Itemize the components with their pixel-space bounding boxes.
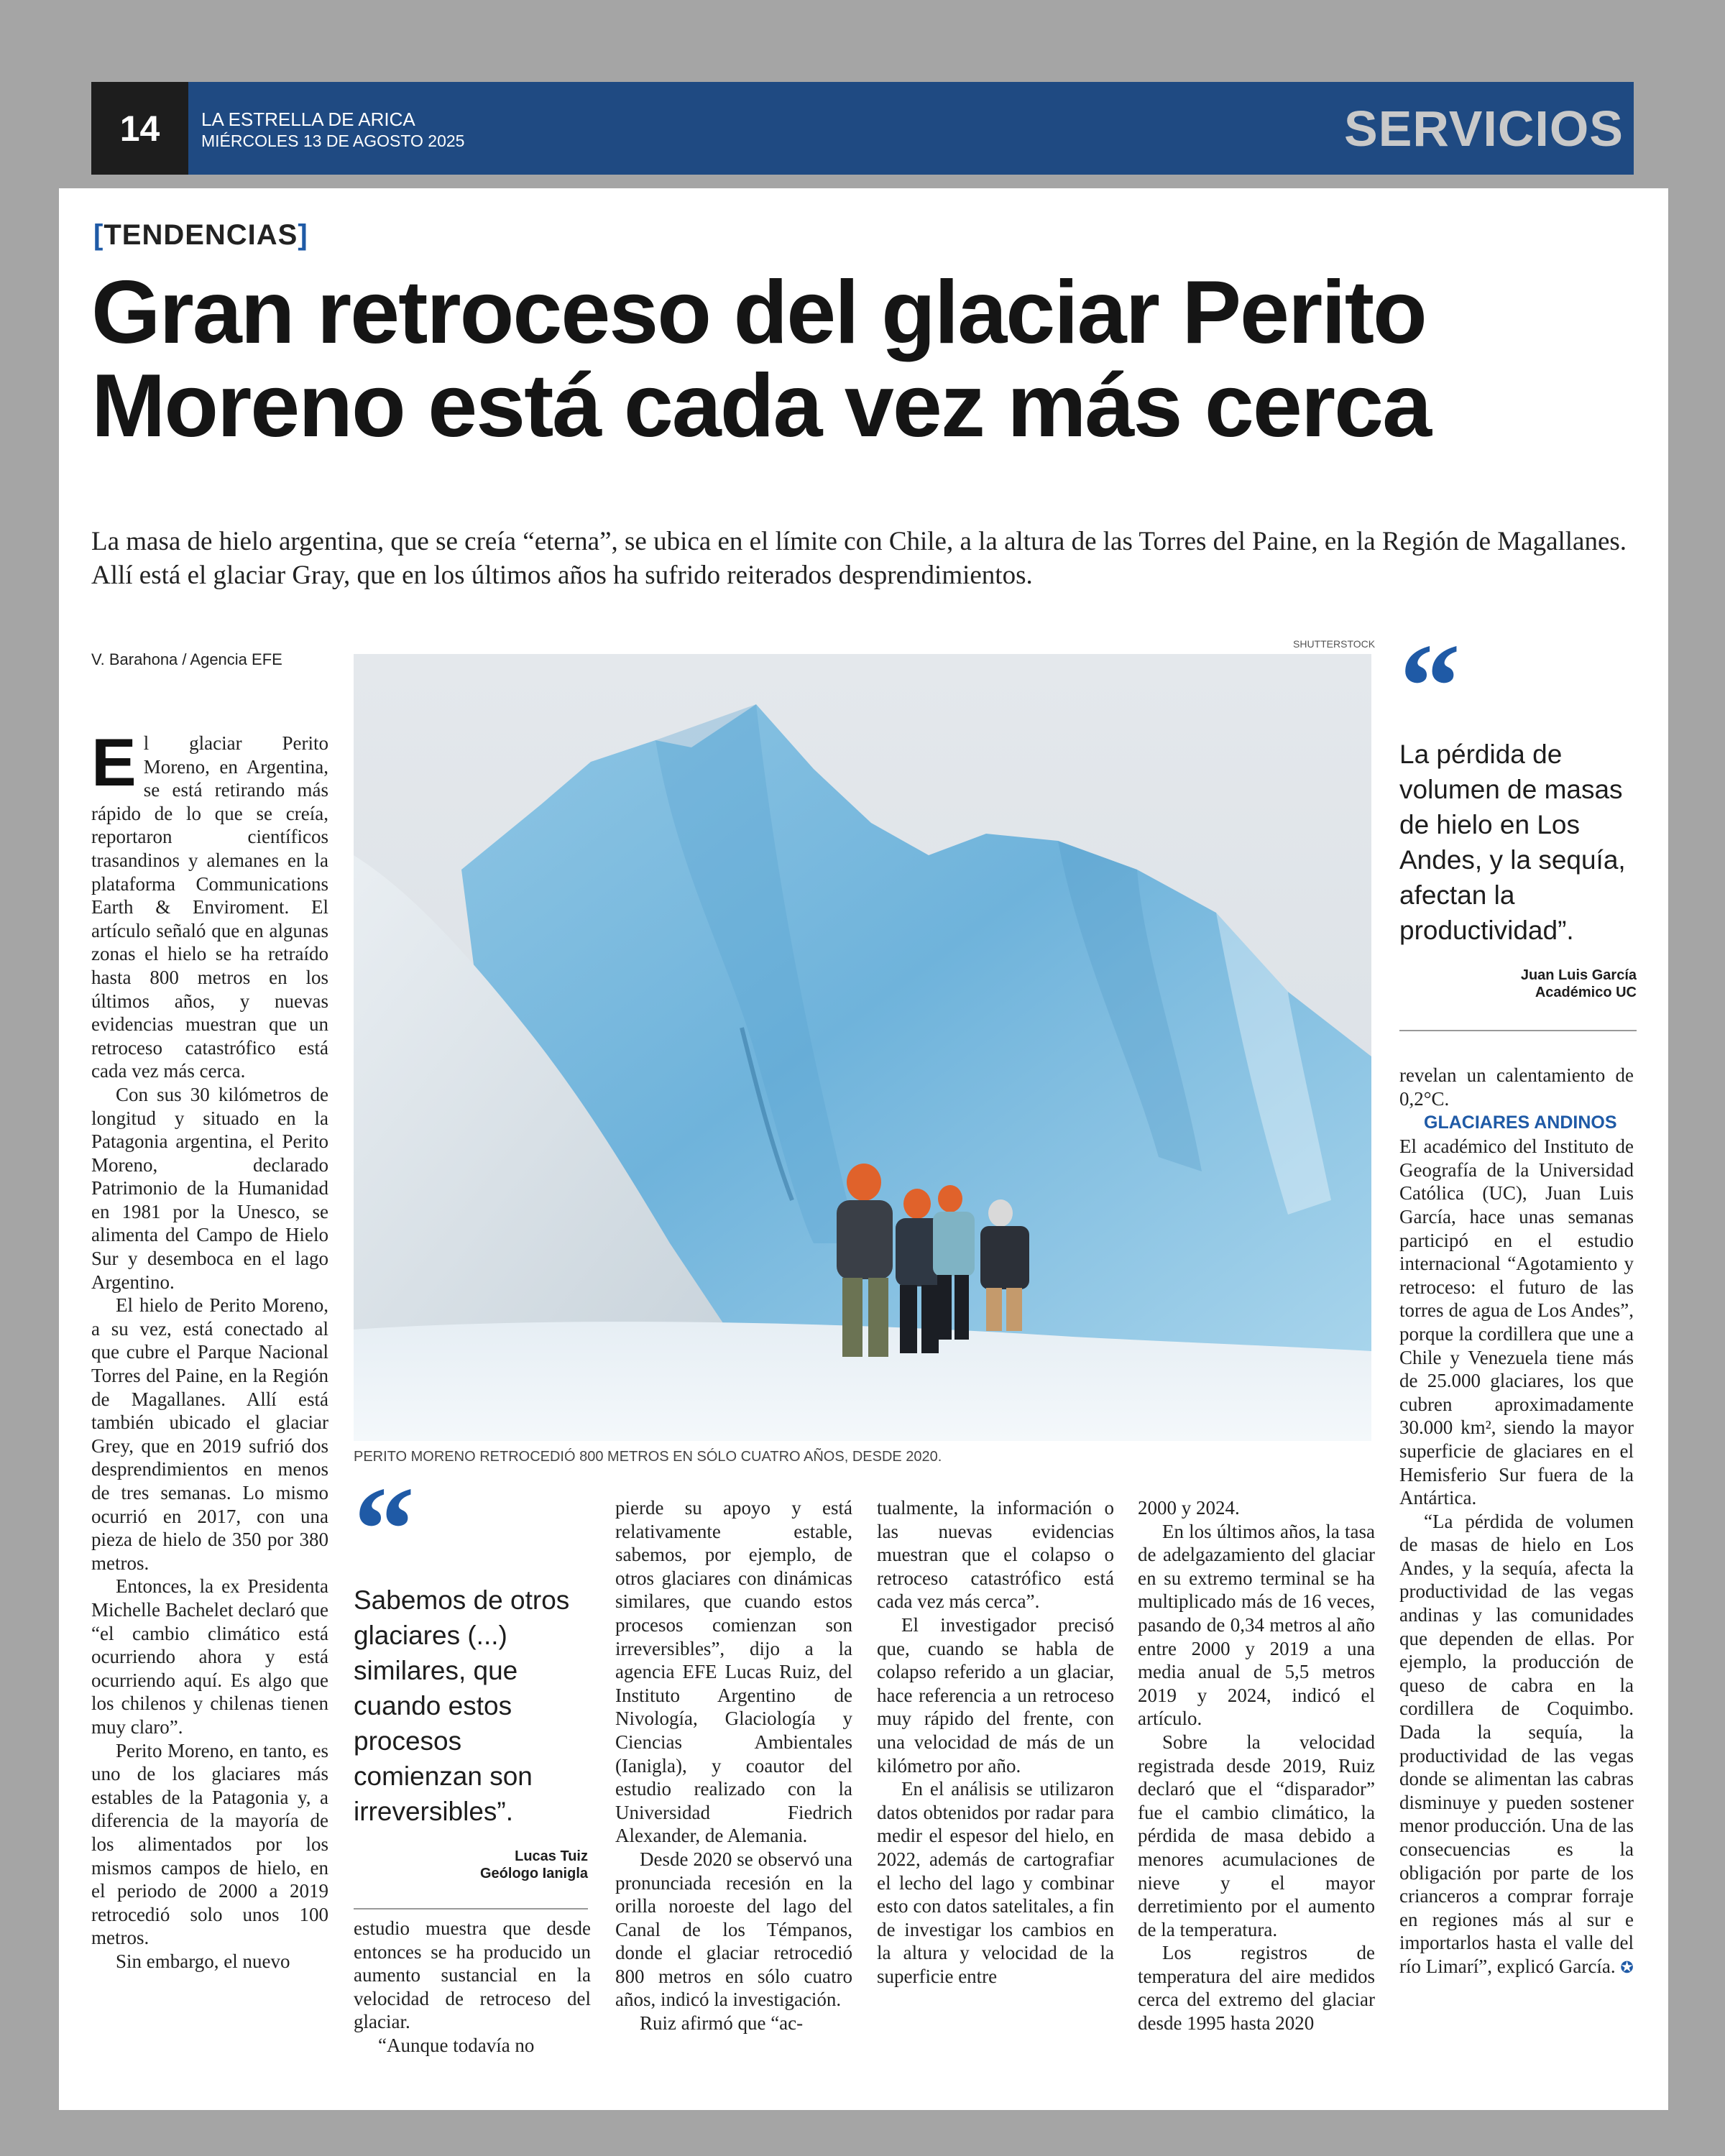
paragraph: Ruiz afirmó que “ac- bbox=[640, 2012, 804, 2035]
paragraph: El hielo de Perito Moreno, a su vez, está conectado al que cubre el Parque Nacional Torres del Paine, en la Región de Magallanes. Allí está también ubicado el glaciar Grey, que en 2019 sufrió dos desprendimientos en menos de tres semanas. Lo mismo ocurrió en 2017, con una pieza de hielo de 350 por 380 metros. bbox=[91, 1294, 328, 1574]
text-column-2 bbox=[354, 1917, 591, 2058]
text-column-3 bbox=[615, 1496, 852, 2035]
publication-date: MIÉRCOLES 13 DE AGOSTO 2025 bbox=[201, 132, 465, 150]
paragraph: Entonces, la ex Presidenta Michelle Bachelet declaró que “el cambio climático está ocurriendo ahora y está ocurriendo aquí. Es algo que los chilenos y chilenas tienen muy claro”. bbox=[91, 1575, 328, 1738]
end-of-article-icon: ✪ bbox=[1620, 1958, 1634, 1977]
paragraph: pierde su apoyo y está relativamente estable, sabemos, por ejemplo, de otros glaciares con dinámicas similares, que cuando estos procesos comienzan son irreversibles”, dijo a la agencia EFE Lucas Ruiz, del Instituto Argentino de Nivología, Glaciología y Ciencias Ambientales (Ianigla), y coautor del estudio realizado con la Universidad Fiedrich Alexander, de Alemania. bbox=[615, 1497, 852, 1847]
page-number: 14 bbox=[91, 82, 188, 175]
quote-author-title: Académico UC bbox=[1535, 985, 1637, 1000]
byline: V. Barahona / Agencia EFE bbox=[91, 650, 282, 668]
section-name: SERVICIOS bbox=[1344, 100, 1624, 157]
quote-mark-icon: “ bbox=[354, 1462, 415, 1597]
page-header bbox=[91, 82, 1634, 175]
pull-quote-garcia bbox=[1399, 619, 1637, 1031]
paragraph: En los últimos años, la tasa de adelgazamiento del glaciar en su extremo terminal se ha multiplicado más de 16 veces, pasando de 0,34 metros al año entre 2000 y 2019 a una media anual de 5,5 metros 2019 y 2024, indicó el artículo. bbox=[1138, 1520, 1375, 1730]
kicker-label: TENDENCIAS bbox=[104, 219, 298, 251]
quote-author: Lucas Tuiz bbox=[515, 1848, 588, 1864]
paragraph: Los registros de temperatura del aire medidos cerca del extremo del glaciar desde 1995 hasta 2020 bbox=[1138, 1942, 1375, 2035]
glacier-photo bbox=[354, 654, 1371, 1441]
deck: La masa de hielo argentina, que se creía “eterna”, se ubica en el límite con Chile, a la altura de las Torres del Paine, en la Región de Magallanes. Allí está el glaciar Gray, que en los últimos años ha sufrido reiterados desprendimientos. bbox=[91, 527, 1627, 590]
pull-quote-ruiz bbox=[354, 1462, 588, 1909]
text-column-1 bbox=[91, 724, 328, 1973]
photo-credit: SHUTTERSTOCK bbox=[1293, 638, 1376, 650]
quote-source bbox=[354, 1848, 588, 1882]
paragraph bbox=[1399, 1510, 1634, 1981]
paragraph: Sobre la velocidad registrada desde 2019, Ruiz declaró que el “disparador” fue el cambio climático, la pérdida de masa debido a menores acumulaciones de nieve y el mayor derretimiento por el aumento de la temperatura. bbox=[1138, 1731, 1375, 1940]
headline: Gran retroceso del glaciar Perito Moreno está cada vez más cerca bbox=[91, 263, 1431, 456]
paragraph: Desde 2020 se observó una pronunciada recesión en la orilla noroeste del lago del Canal de los Témpanos, donde el glaciar retrocedió 800 metros en sólo cuatro años, indicó la investigación. bbox=[615, 1848, 852, 2011]
quote-author-title: Geólogo Ianigla bbox=[479, 1866, 588, 1881]
paragraph: Sin embargo, el nuevo bbox=[116, 1950, 290, 1972]
quote-author: Juan Luis García bbox=[1520, 967, 1637, 983]
paragraph: El investigador precisó que, cuando se habla de colapso referido a un glaciar, hace referencia a un retroceso muy rápido del frente, con una velocidad de más de un kilómetro por año. bbox=[877, 1613, 1114, 1777]
paragraph: Perito Moreno, en tanto, es uno de los glaciares más estables de la Patagonia y, a diferencia de la mayoría de los alimentados por los mismos campos de hielo, en el periodo de 2000 a 2019 retrocedió solo unos 100 metros. bbox=[91, 1739, 328, 1949]
paragraph: tualmente, la información o las nuevas evidencias muestran que el colapso o retroceso catastrófico está cada vez más cerca”. bbox=[877, 1497, 1114, 1613]
paragraph: En el análisis se utilizaron datos obtenidos por radar para medir el espesor del hielo, en 2022, además de cartografiar el lecho del lago y combinar esto con datos satelitales, a fin de investigar los cambios en la altura y velocidad de la superficie entre bbox=[877, 1778, 1114, 1987]
paragraph: revelan un calentamiento de 0,2°C. bbox=[1399, 1064, 1634, 1110]
text-column-6 bbox=[1399, 1064, 1634, 1981]
glacier-illustration bbox=[354, 654, 1371, 1441]
paragraph: El académico del Instituto de Geografía de la Universidad Católica (UC), Juan Luis García, hace unas semanas participó en el estudio internacional “Agotamiento y retroceso: el futuro de las torres de agua de Los Andes”, porque la cordillera que une a Chile y Venezuela tiene más de 25.000 glaciares, los que cubren aproximadamente 30.000 km², siendo la mayor superficie de glaciares en el Hemisferio Sur fuera de la Antártica. bbox=[1399, 1135, 1634, 1509]
publication-name: LA ESTRELLA DE ARICA bbox=[201, 109, 415, 130]
quote-mark-icon: “ bbox=[1399, 619, 1460, 754]
quote-source bbox=[1399, 967, 1637, 1001]
paragraph: “Aunque todavía no bbox=[378, 2034, 535, 2056]
divider bbox=[1399, 1030, 1637, 1031]
subheading: GLACIARES ANDINOS bbox=[1424, 1112, 1617, 1133]
kicker: [TENDENCIAS] bbox=[93, 219, 308, 251]
quote-text: La pérdida de volumen de masas de hielo en Los Andes, y la sequía, afectan la productividad”. bbox=[1399, 740, 1626, 945]
paragraph-text: “La pérdida de volumen de masas de hielo en Los Andes, y la sequía, afecta la productividad de las vegas andinas y las comunidades que dependen de ellas. Por ejemplo, la producción de queso de cabra en la cordillera de Coquimbo. Dada la sequía, la productividad de las vegas donde se alimentan las cabras disminuye y pueden sostener menor producción. Una de las consecuencias es la obligación por parte de los crianceros a comprar forraje en regiones más al sur e importarlos hasta el valle del río Limarí”, explicó García. bbox=[1399, 1510, 1634, 1977]
paragraph: 2000 y 2024. bbox=[1138, 1497, 1240, 1519]
quote-text: Sabemos de otros glaciares (...) similares, que cuando estos procesos comienzan son irreversibles”. bbox=[354, 1585, 570, 1826]
paragraph: El glaciar Perito Moreno, en Argentina, se está retirando más rápido de lo que se creía, reportaron científicos trasandinos y alemanes en la plataforma Communications Earth & Enviroment. El artículo señaló que en algunas zonas el hielo se ha retraído hasta 800 metros en los últimos años, y nuevas evidencias muestran que un retroceso catastrófico está cada vez más cerca. bbox=[91, 724, 328, 1082]
text-column-4 bbox=[877, 1496, 1114, 1988]
paragraph: Con sus 30 kilómetros de longitud y situado en la Patagonia argentina, el Perito Moreno, declarado Patrimonio de la Humanidad en 1981 por la Unesco, se alimenta del Campo de Hielo Sur y desemboca en el lago Argentino. bbox=[91, 1083, 328, 1293]
drop-cap: E bbox=[91, 724, 137, 800]
photo-caption: PERITO MORENO RETROCEDIÓ 800 METROS EN SÓLO CUATRO AÑOS, DESDE 2020. bbox=[354, 1449, 942, 1465]
paragraph: estudio muestra que desde entonces se ha producido un aumento sustancial en la velocidad de retroceso del glaciar. bbox=[354, 1917, 591, 2033]
divider bbox=[354, 1908, 588, 1909]
text-column-5 bbox=[1138, 1496, 1375, 2035]
